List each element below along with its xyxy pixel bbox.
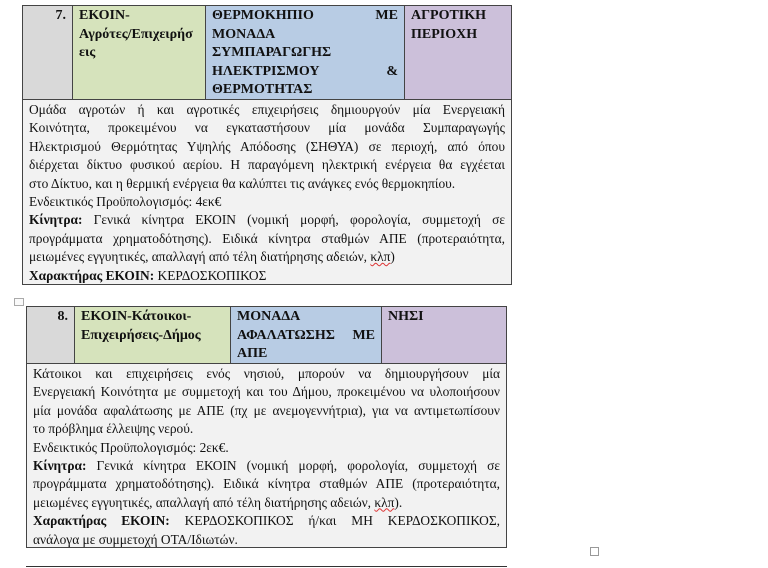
stakeholders-cell <box>73 6 206 99</box>
spellcheck-word: κλπ <box>374 494 395 510</box>
cell-line: ΑΦΑΛΑΤΩΣΗΣ ΜΕ <box>237 327 375 343</box>
table-header-row <box>23 6 511 100</box>
description-line: διέρχεται δίκτυο φυσικού αερίου. Η παραγόμενη ηλεκτρική ενέργεια θα εγχέεται <box>29 157 505 173</box>
character-label: Χαρακτήρας ΕΚΟΙΝ: <box>29 267 155 283</box>
incentives-line <box>29 211 505 229</box>
project-type-cell <box>231 307 382 363</box>
incentives-text: Γενικά κίνητρα ΕΚΟΙΝ (νομική μορφή, φορολογία, συμμετοχή σε <box>86 457 500 473</box>
budget-line: Ενδεικτικός Προϋπολογισμός: 4εκ€ <box>29 193 222 209</box>
cell-line: ΝΗΣΙ <box>388 309 424 324</box>
character-line <box>33 512 500 530</box>
table-move-handle-icon[interactable] <box>14 298 24 306</box>
table-resize-handle-icon[interactable] <box>590 547 599 556</box>
location-cell <box>405 6 511 99</box>
item-number-text: 7. <box>55 8 66 23</box>
item-number <box>27 307 75 363</box>
cell-line: ΘΕΡΜΟΤΗΤΑΣ <box>212 82 313 98</box>
horizontal-rule <box>26 566 507 567</box>
character-line: ανάλογα με συμμετοχή ΟΤΑ/Ιδιωτών. <box>33 531 238 547</box>
incentives-line <box>29 248 505 266</box>
stakeholders-cell <box>75 307 231 363</box>
character-text: ΚΕΡΔΟΣΚΟΠΙΚΟΣ ή/και ΜΗ ΚΕΡΔΟΣΚΟΠΙΚΟΣ, <box>169 513 500 529</box>
cell-line: ΜΟΝΑΔΑ <box>212 26 276 42</box>
character-line <box>29 267 505 285</box>
description-cell <box>27 364 506 547</box>
incentives-line: προγράμματα χρηματοδότησης). Ειδικά κίνητρα σταθμών ΑΠΕ (προτεραιότητα, <box>29 230 505 246</box>
cell-line: ΣΥΜΠΑΡΑΓΩΓΗΣ <box>212 45 332 61</box>
cell-line: ΑΓΡΟΤΙΚΗ <box>411 8 487 23</box>
incentives-text: μειωμένες εγγυητικές, απαλλαγή από τέλη διατήρησης αδειών, <box>29 249 371 265</box>
table-item-7 <box>22 5 512 285</box>
table-header-row <box>27 307 506 364</box>
incentives-label: Κίνητρα: <box>33 457 87 473</box>
cell-line: εις <box>79 45 96 61</box>
character-label: Χαρακτήρας ΕΚΟΙΝ: <box>33 513 170 529</box>
item-number <box>23 6 73 99</box>
character-text: ΚΕΡΔΟΣΚΟΠΙΚΟΣ <box>154 267 267 283</box>
cell-line: ΗΛΕΚΤΡΙΣΜΟΥ & <box>212 63 398 79</box>
description-line: Ενεργειακή Κοινότητα με συμμετοχή και του Δήμου, προκειμένου να υλοποιήσουν <box>33 384 500 400</box>
incentives-text: ). <box>394 494 403 510</box>
cell-line: ΠΕΡΙΟΧΗ <box>411 26 478 42</box>
cell-line: Επιχειρήσεις-Δήμος <box>81 327 201 343</box>
incentives-text: ) <box>390 249 395 265</box>
incentives-text: Γενικά κίνητρα ΕΚΟΙΝ (νομική μορφή, φορολογία, συμμετοχή σε <box>82 212 505 228</box>
description-line: μία μονάδα αφαλάτωσης με ΑΠΕ (πχ με ανεμογεννήτρια), για να αντιμετωπίσουν <box>33 402 500 418</box>
description-line: το πρόβλημα έλλειψης νερού. <box>33 421 194 437</box>
item-number-text: 8. <box>57 309 68 324</box>
cell-line: ΕΚΟΙΝ-Κάτοικοι- <box>81 309 192 324</box>
location-cell <box>382 307 506 363</box>
description-line: Κάτοικοι και επιχειρήσεις ενός νησιού, μπορούν να δημιουργήσουν μία <box>33 366 500 381</box>
table-item-8 <box>26 306 507 548</box>
description-line: Ηλεκτρισμού Θερμότητας Υψηλής Απόδοσης (ΣΗΘΥΑ) σε περιοχή, από όπου <box>29 138 505 154</box>
incentives-text: μειωμένες εγγυητικές, απαλλαγή από τέλη διατήρησης αδειών, <box>33 494 375 510</box>
cell-line: ΘΕΡΜΟΚΗΠΙΟ ΜΕ <box>212 8 398 23</box>
cell-line: ΕΚΟΙΝ- <box>79 8 130 23</box>
cell-line: ΑΠΕ <box>237 346 268 362</box>
description-cell <box>23 100 511 284</box>
incentives-line <box>33 457 500 475</box>
incentives-line: προγράμματα χρηματοδότησης). Ειδικά κίνητρα σταθμών ΑΠΕ (προτεραιότητα, <box>33 476 500 492</box>
cell-line: Αγρότες/Επιχειρήσ <box>79 26 193 42</box>
description-line: Κοινότητα, προκειμένου να εγκαταστήσουν μία μονάδα Συμπαραγωγής <box>29 120 505 136</box>
incentives-label: Κίνητρα: <box>29 212 83 228</box>
cell-line: ΜΟΝΑΔΑ <box>237 309 301 324</box>
incentives-line <box>33 494 500 512</box>
budget-line: Ενδεικτικός Προϋπολογισμός: 2εκ€. <box>33 439 229 455</box>
spellcheck-word: κλπ <box>370 249 391 265</box>
description-line: Ομάδα αγροτών ή και αγροτικές επιχειρήσεις δημιουργούν μία Ενεργειακή <box>29 102 505 117</box>
description-line: στο Δίκτυο, και η θερμική ενέργεια θα καλύπτει τις ανάγκες ενός θερμοκηπίου. <box>29 175 456 191</box>
project-type-cell <box>206 6 405 99</box>
